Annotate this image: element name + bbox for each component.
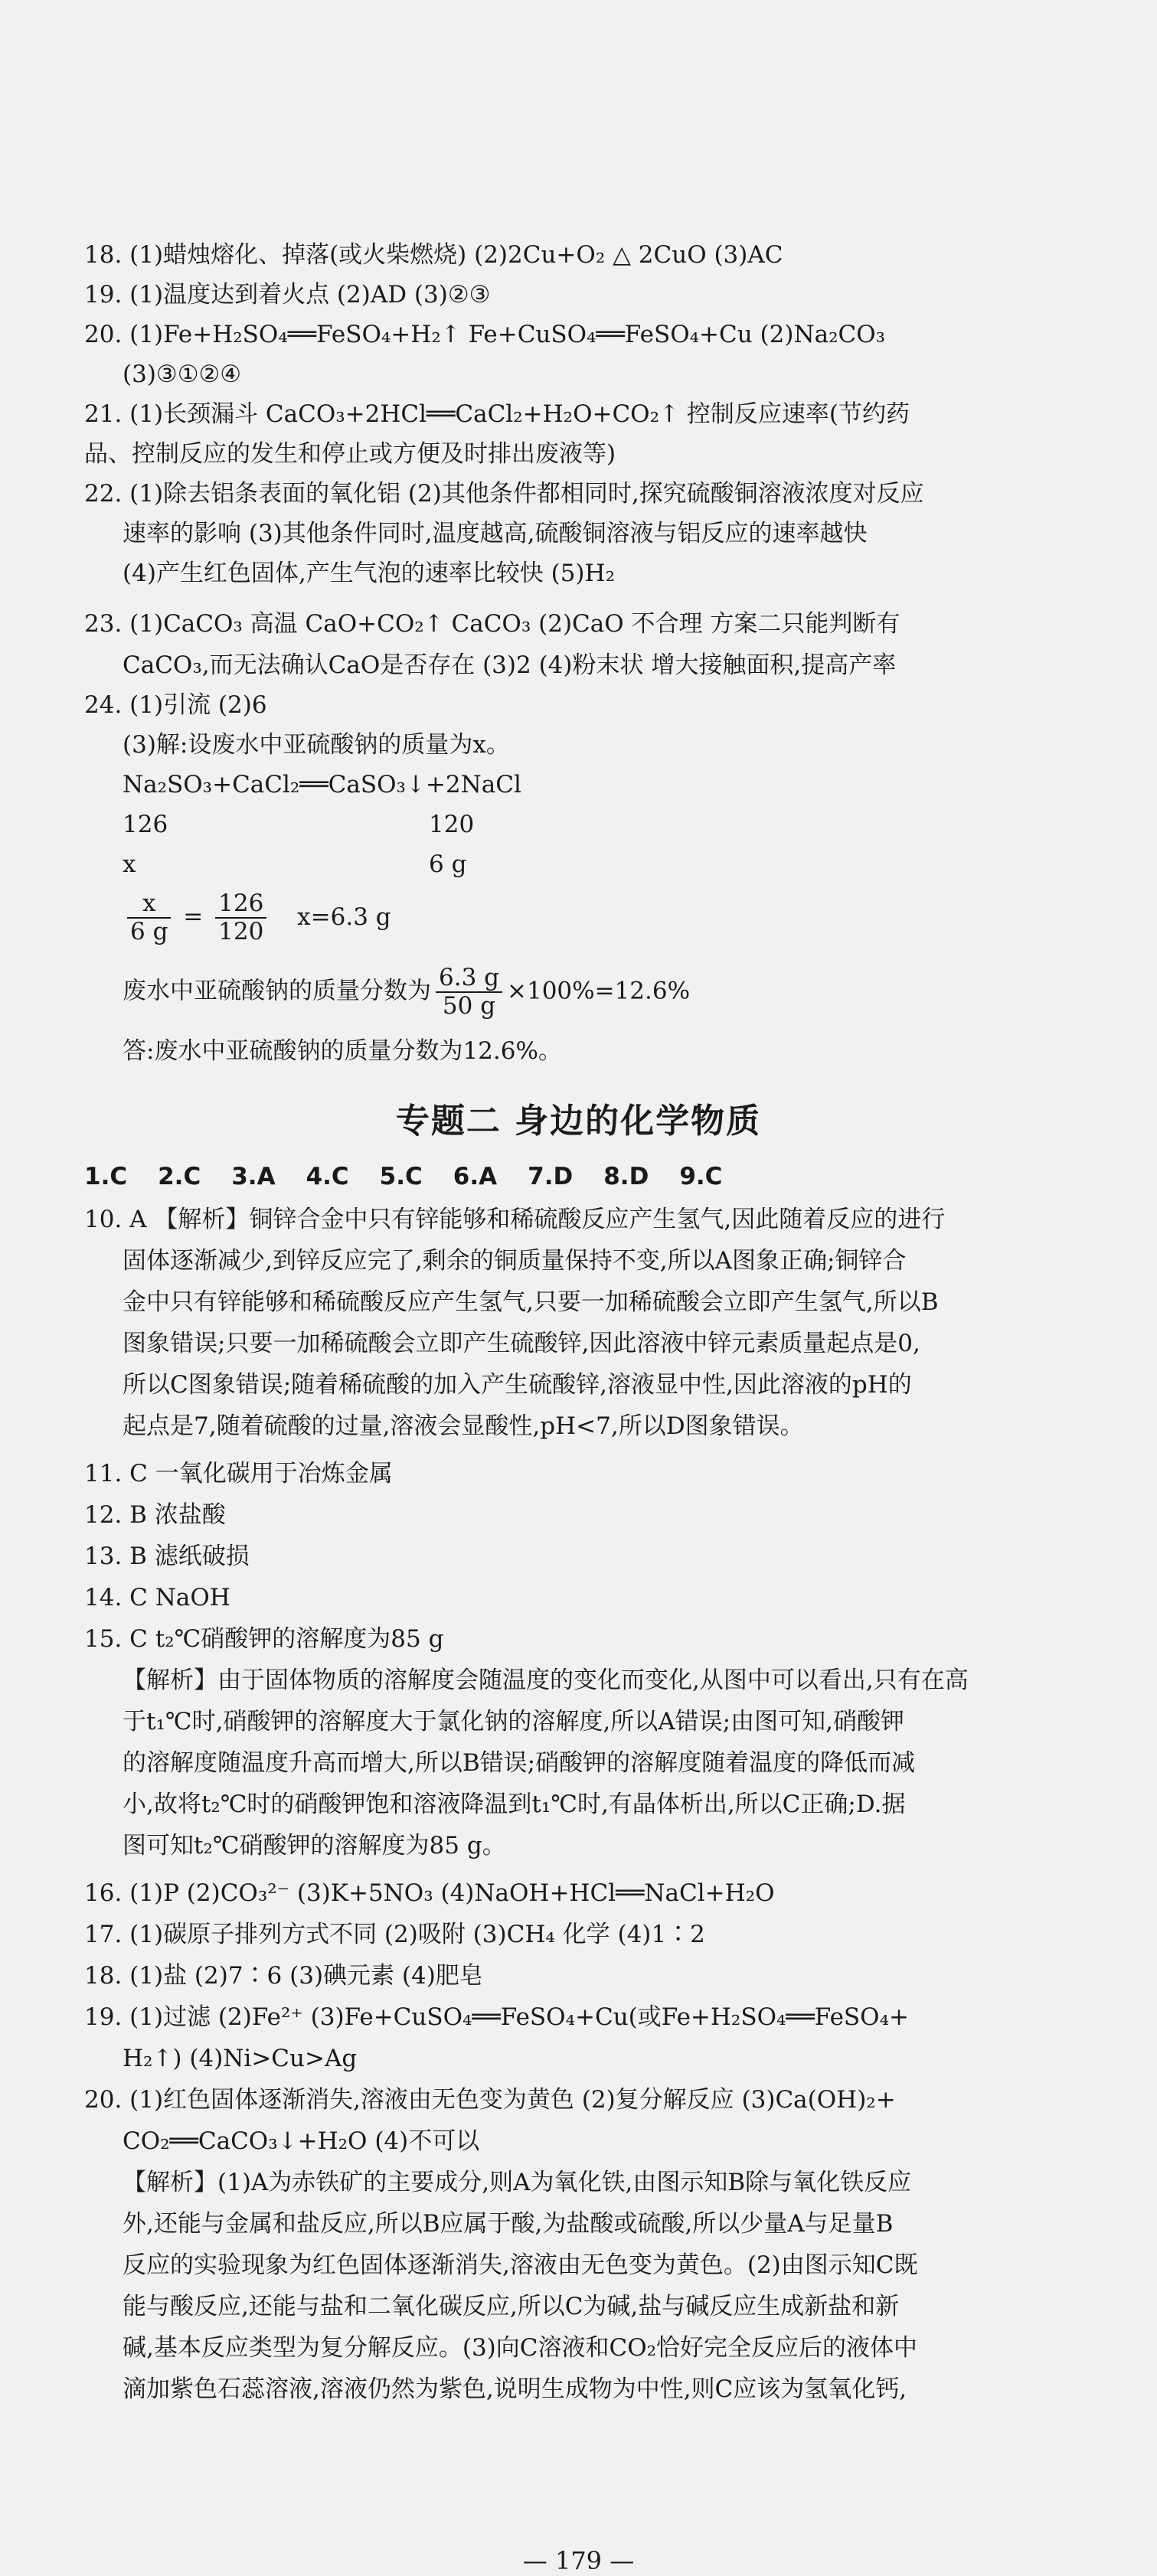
mass-fraction-line: 废水中亚硫酸钠的质量分数为 $\frac{6.3 g}{50 g}$ ×100%=12.6% [123, 964, 691, 1020]
text-line-bottom: 图可知t₂℃硝酸钾的溶解度为85 g。 [123, 1832, 506, 1859]
text-line-bottom: 【解析】(1)A为赤铁矿的主要成分,则A为氧化铁,由图示知B除与氧化铁反应 [123, 2169, 912, 2196]
text-line-bottom: 滴加紫色石蕊溶液,溶液仍然为紫色,说明生成物为中性,则C应该为氢氧化钙, [123, 2375, 907, 2403]
text-line-bottom: 的溶解度随温度升高而增大,所以B错误;硝酸钾的溶解度随着温度的降低而减 [123, 1749, 916, 1777]
mcq-answer: 8.D [603, 1163, 649, 1190]
text-line-bottom: 13. B 滤纸破损 [84, 1543, 250, 1570]
text-line-top: 23. (1)CaCO₃ 高温 CaO+CO₂↑ CaCO₃ (2)CaO 不合理 方案二只能判断有 [84, 610, 900, 638]
text-line-top: 19. (1)温度达到着火点 (2)AD (3)②③ [84, 281, 491, 309]
text-line-bottom: 16. (1)P (2)CO₃²⁻ (3)K+5NO₃ (4)NaOH+HCl══NaCl+H₂O [84, 1879, 775, 1907]
text-line-bottom: 15. C t₂℃硝酸钾的溶解度为85 g [84, 1625, 444, 1653]
text-line-bottom: 12. B 浓盐酸 [84, 1501, 226, 1529]
text-line-bottom: 图象错误;只要一加稀硫酸会立即产生硫酸锌,因此溶液中锌元素质量起点是0, [123, 1330, 920, 1357]
text-line-bottom: H₂↑) (4)Ni>Cu>Ag [123, 2045, 358, 2072]
text-line-bottom: 小,故将t₂℃时的硝酸钾饱和溶液降温到t₁℃时,有晶体析出,所以C正确;D.据 [123, 1791, 906, 1818]
text-line-top: 18. (1)蜡烛熔化、掉落(或火柴燃烧) (2)2Cu+O₂ △ 2CuO (3)AC [84, 241, 783, 269]
text-line-bottom: 固体逐渐减少,到锌反应完了,剩余的铜质量保持不变,所以A图象正确;铜锌合 [123, 1247, 907, 1275]
fraction-mass: $\frac{6.3 g}{50 g}$ [436, 966, 502, 1018]
mcq-answer: 4.C [306, 1163, 349, 1190]
text-line-top: (3)解:设废水中亚硫酸钠的质量为x。 [123, 731, 510, 759]
section-title: 专题二 身边的化学物质 [395, 1102, 762, 1141]
answer-line: 答:废水中亚硫酸钠的质量分数为12.6%。 [123, 1037, 562, 1065]
text-line-bottom: 19. (1)过滤 (2)Fe²⁺ (3)Fe+CuSO₄══FeSO₄+Cu(或Fe+H₂SO₄══FeSO₄+ [84, 2003, 909, 2031]
text-line-bottom: 17. (1)碳原子排列方式不同 (2)吸附 (3)CH₄ 化学 (4)1∶2 [84, 1921, 705, 1948]
page-number: — 179 — [522, 2546, 635, 2575]
text-line-top: 120 [429, 811, 475, 838]
text-line-bottom: 所以C图象错误;随着稀硫酸的加入产生硫酸锌,溶液显中性,因此溶液的pH的 [123, 1371, 912, 1399]
text-line-bottom: CO₂══CaCO₃↓+H₂O (4)不可以 [123, 2127, 480, 2155]
text-line-bottom: 能与酸反应,还能与盐和二氧化碳反应,所以C为碱,盐与碱反应生成新盐和新 [123, 2293, 900, 2320]
text-line-top: 24. (1)引流 (2)6 [84, 691, 267, 719]
text-line-top: 21. (1)长颈漏斗 CaCO₃+2HCl══CaCl₂+H₂O+CO₂↑ 控制反应速率(节约药 [84, 400, 910, 428]
fraction-x-over-6g: $\frac{x}{6 g}$ [127, 892, 171, 944]
mcq-answer: 6.A [453, 1163, 498, 1190]
mcq-answer: 1.C [84, 1163, 128, 1190]
text-line-top: 品、控制反应的发生和停止或方便及时排出废液等) [84, 440, 616, 468]
mcq-answer: 7.D [528, 1163, 574, 1190]
text-line-top: 20. (1)Fe+H₂SO₄══FeSO₄+H₂↑ Fe+CuSO₄══FeSO₄+Cu (2)Na₂CO₃ [84, 321, 886, 348]
text-line-top: Na₂SO₃+CaCl₂══CaSO₃↓+2NaCl [123, 771, 521, 798]
eq-fraction-line: $\frac{x}{6 g}$ = $\frac{126}{120}$ x=6.3 g [123, 892, 391, 944]
text-line-bottom: 于t₁℃时,硝酸钾的溶解度大于氯化钠的溶解度,所以A错误;由图可知,硝酸钾 [123, 1708, 904, 1735]
text-line-top: (4)产生红色固体,产生气泡的速率比较快 (5)H₂ [123, 560, 615, 587]
text-line-bottom: 起点是7,随着硫酸的过量,溶液会显酸性,pH<7,所以D图象错误。 [123, 1412, 804, 1440]
text-line-top: (3)③①②④ [123, 361, 242, 388]
mcq-answer: 9.C [679, 1163, 723, 1190]
mcq-answer: 5.C [379, 1163, 423, 1190]
mcq-answer: 3.A [231, 1163, 276, 1190]
text-line-top: 126 [123, 811, 168, 838]
text-line-top: 22. (1)除去铝条表面的氧化铝 (2)其他条件都相同时,探究硫酸铜溶液浓度对反应 [84, 480, 924, 508]
text-line-bottom: 14. C NaOH [84, 1584, 230, 1611]
text-line-bottom: 反应的实验现象为红色固体逐渐消失,溶液由无色变为黄色。(2)由图示知C既 [123, 2251, 918, 2279]
text-line-bottom: 【解析】由于固体物质的溶解度会随温度的变化而变化,从图中可以看出,只有在高 [123, 1667, 969, 1694]
text-line-top: 6 g [429, 851, 467, 878]
text-line-bottom: 碱,基本反应类型为复分解反应。(3)向C溶液和CO₂恰好完全反应后的液体中 [123, 2334, 918, 2362]
mcq-answer: 2.C [158, 1163, 201, 1190]
text-line-top: CaCO₃,而无法确认CaO是否存在 (3)2 (4)粉末状 增大接触面积,提高产率 [123, 651, 897, 679]
text-line-bottom: 10. A 【解析】铜锌合金中只有锌能够和稀硫酸反应产生氢气,因此随着反应的进行 [84, 1206, 946, 1233]
mcq-answers [84, 1165, 753, 1189]
text-line-top: x [123, 851, 136, 878]
text-line-bottom: 18. (1)盐 (2)7∶6 (3)碘元素 (4)肥皂 [84, 1962, 483, 1990]
text-line-bottom: 20. (1)红色固体逐渐消失,溶液由无色变为黄色 (2)复分解反应 (3)Ca(OH)₂+ [84, 2086, 896, 2114]
text-line-bottom: 外,还能与金属和盐反应,所以B应属于酸,为盐酸或硫酸,所以少量A与足量B [123, 2210, 894, 2238]
fraction-126-over-120: $\frac{126}{120}$ [215, 892, 266, 944]
text-line-top: 速率的影响 (3)其他条件同时,温度越高,硫酸铜溶液与铝反应的速率越快 [123, 520, 868, 547]
text-line-bottom: 11. C 一氧化碳用于冶炼金属 [84, 1460, 393, 1487]
text-line-bottom: 金中只有锌能够和稀硫酸反应产生氢气,只要一加稀硫酸会立即产生氢气,所以B [123, 1288, 939, 1316]
